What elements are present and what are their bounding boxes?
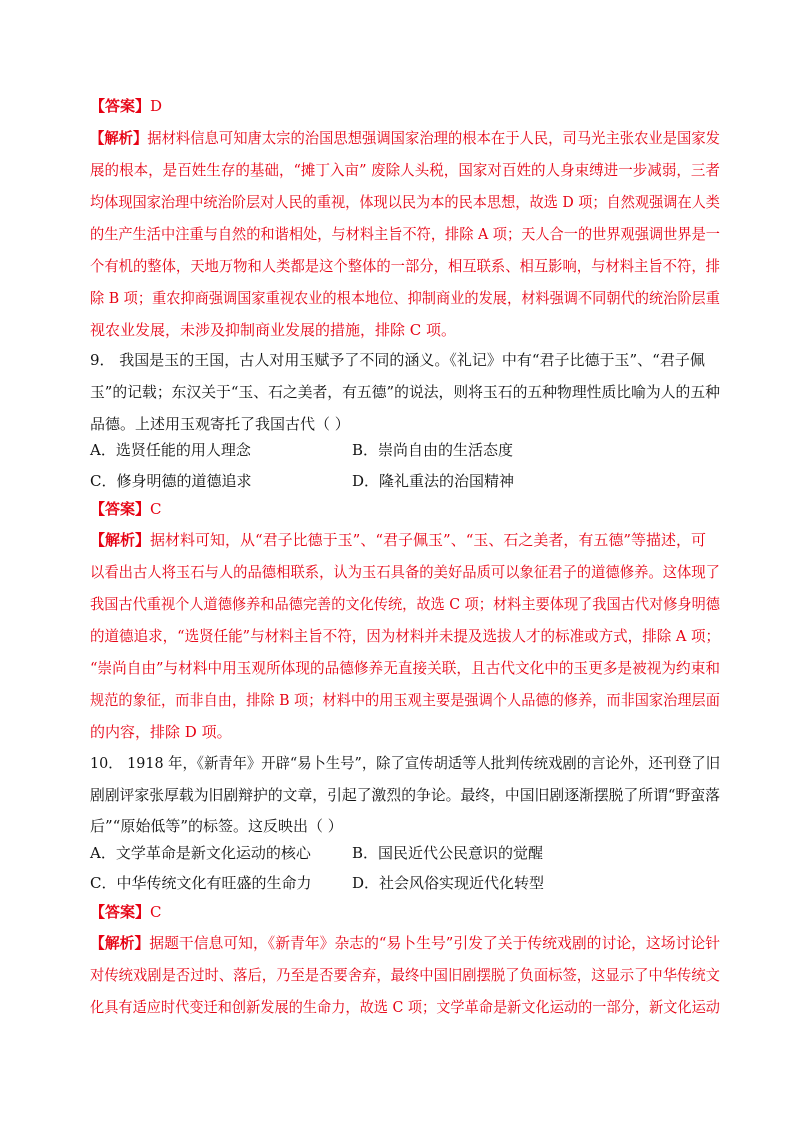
answer-tag: 【答案】 (90, 903, 151, 921)
q8-analysis-line-2: 展的根本，是百姓生存的基础，“摊丁入亩” 废除人头税，国家对百姓的人身束缚进一步减弱，三者 (90, 161, 720, 179)
q8-analysis-line-1 (90, 128, 720, 148)
answer-value: C (150, 903, 162, 921)
q10-option-c: C．中华传统文化有旺盛的生命力 (90, 874, 312, 892)
q9-analysis-line-6: 规范的象征，而非自由，排除 B 项；材料中的用玉观主要是强调个人品德的修养，而非国家治理层面 (90, 691, 720, 709)
q8-analysis-line-4: 的生产生活中注重与自然的和谐相处，与材料主旨不符，排除 A 项；天人合一的世界观强调世界是一 (90, 225, 720, 243)
analysis-tag: 【解析】 (90, 531, 151, 549)
q10-stem-line-3: 后”“原始低等”的标签。这反映出（ ） (90, 817, 343, 835)
q9-option-a: A．选贤任能的用人理念 (90, 441, 251, 459)
q10-analysis-line-3: 化具有适应时代变迁和创新发展的生命力，故选 C 项；文学革命是新文化运动的一部分，新文化运动 (90, 998, 720, 1016)
q9-analysis-line-4: 的道德追求，“选贤任能”与材料主旨不符，因为材料并未提及选拔人才的标准或方式，排除 A 项； (90, 627, 721, 645)
q8-analysis-line-5: 个有机的整体，天地万物和人类都是这个整体的一部分，相互联系、相互影响，与材料主旨不符，排 (90, 257, 720, 275)
q9-stem-line-1: 9． 我国是玉的王国，古人对用玉赋予了不同的涵义。《礼记》中有“君子比德于玉”、“君子佩 (90, 351, 705, 369)
analysis-tag: 【解析】 (90, 129, 148, 147)
q9-analysis-line-1 (90, 530, 706, 550)
q9-stem-line-2: 玉”的记载；东汉关于“玉、石之美者，有五德”的说法，则将玉石的五种物理性质比喻为人的五种 (90, 383, 720, 401)
answer-value: D (150, 97, 163, 115)
q8-analysis-line-6: 除 B 项；重农抑商强调国家重视农业的根本地位、抑制商业的发展，材料强调不同朝代的统治阶层重 (90, 289, 720, 307)
q8-answer-line (90, 96, 162, 116)
q10-stem-line-2: 剧剧评家张厚载为旧剧辩护的文章，引起了激烈的争论。最终，中国旧剧逐渐摆脱了所谓“野蛮落 (90, 786, 720, 804)
q9-option-c: C．修身明德的道德追求 (90, 472, 252, 490)
answer-tag: 【答案】 (90, 500, 151, 518)
q10-analysis-line-1 (90, 933, 720, 953)
q10-answer-line (90, 902, 162, 922)
answer-value: C (150, 500, 162, 518)
analysis-text: 据材料信息可知唐太宗的治国思想强调国家治理的根本在于人民，司马光主张农业是国家发 (147, 129, 720, 147)
analysis-text: 据题干信息可知，《新青年》杂志的“易卜生号”引发了关于传统戏剧的讨论，这场讨论针 (149, 934, 721, 952)
q9-analysis-line-3: 我国古代重视个人道德修养和品德完善的文化传统，故选 C 项；材料主要体现了我国古代对修身明德 (90, 595, 720, 613)
q10-option-a: A．文学革命是新文化运动的核心 (90, 844, 311, 862)
q9-analysis-line-5: “崇尚自由”与材料中用玉观所体现的品德修养无直接关联，且古代文化中的玉更多是被视为约束和 (90, 659, 720, 677)
answer-tag: 【答案】 (90, 97, 151, 115)
q8-analysis-line-7: 视农业发展，未涉及抑制商业发展的措施，排除 C 项。 (90, 321, 457, 339)
q9-analysis-line-7: 的内容，排除 D 项。 (90, 723, 232, 741)
q9-option-d: D．隆礼重法的治国精神 (352, 472, 515, 490)
q10-option-d: D．社会风俗实现近代化转型 (352, 874, 545, 892)
q10-analysis-line-2: 对传统戏剧是否过时、落后，乃至是否要舍弃，最终中国旧剧摆脱了负面标签，这显示了中华传统文 (90, 966, 720, 984)
q9-analysis-line-2: 以看出古人将玉石与人的品德相联系，认为玉石具备的美好品质可以象征君子的道德修养。这体现了 (90, 563, 720, 581)
analysis-text: 据材料可知，从“君子比德于玉”、“君子佩玉”、“玉、石之美者，有五德”等描述，可 (150, 531, 707, 549)
q9-answer-line (90, 499, 162, 519)
analysis-tag: 【解析】 (90, 934, 150, 952)
q8-analysis-line-3: 均体现国家治理中统治阶层对人民的重视，体现以民为本的民本思想，故选 D 项；自然观强调在人类 (90, 193, 720, 211)
q9-option-b: B．崇尚自由的生活态度 (352, 441, 514, 459)
q10-option-b: B．国民近代公民意识的觉醒 (352, 844, 544, 862)
q9-stem-line-3: 品德。上述用玉观寄托了我国古代（ ） (90, 415, 350, 433)
q10-stem-line-1: 10． 1918 年，《新青年》开辟“易卜生号”，除了宣传胡适等人批判传统戏剧的言论外，还刊登了旧 (90, 754, 721, 772)
